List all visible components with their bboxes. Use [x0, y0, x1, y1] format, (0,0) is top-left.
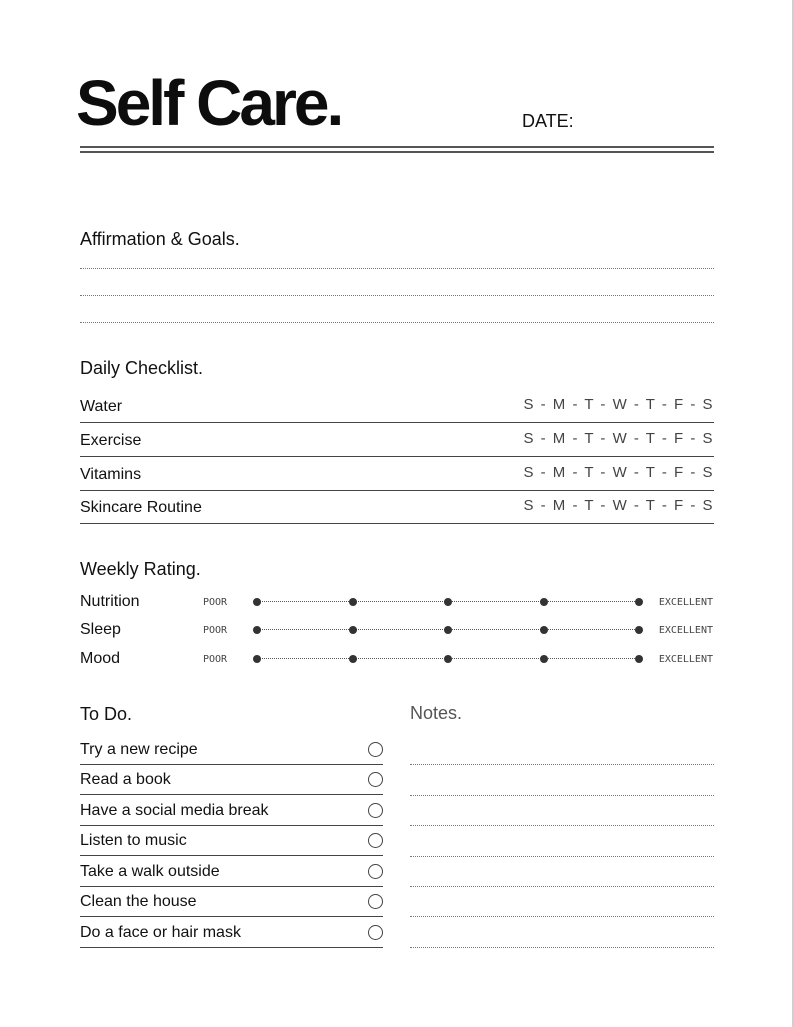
checklist-label: Water	[80, 398, 123, 415]
todo-checkbox[interactable]	[368, 803, 383, 818]
todo-item	[80, 825, 383, 856]
date-label: DATE:	[522, 111, 574, 131]
rating-label: Nutrition	[80, 593, 140, 610]
rating-heading: Weekly Rating.	[80, 559, 201, 579]
rating-dot[interactable]	[253, 626, 261, 634]
rating-dot[interactable]	[540, 655, 548, 663]
todo-label: Try a new recipe	[80, 741, 198, 758]
header-rule-bottom	[80, 151, 714, 153]
checklist-row[interactable]	[80, 389, 714, 423]
todo-checkbox[interactable]	[368, 894, 383, 909]
rating-row	[80, 593, 714, 613]
todo-checkbox[interactable]	[368, 925, 383, 940]
todo-label: Do a face or hair mask	[80, 924, 241, 941]
rating-dot[interactable]	[540, 598, 548, 606]
todo-heading: To Do.	[80, 704, 133, 724]
rating-dot[interactable]	[635, 626, 643, 634]
checklist-row[interactable]	[80, 423, 714, 457]
affirmation-line[interactable]	[80, 295, 714, 296]
todo-label: Listen to music	[80, 832, 187, 849]
rating-dot[interactable]	[540, 626, 548, 634]
todo-label: Take a walk outside	[80, 863, 220, 880]
header-rule-top	[80, 146, 714, 148]
checklist-label: Skincare Routine	[80, 499, 202, 516]
todo-item	[80, 795, 383, 826]
checklist-label: Exercise	[80, 432, 142, 449]
weekday-tracker[interactable]: S - M - T - W - T - F - S	[523, 430, 714, 447]
rating-label: Mood	[80, 650, 121, 667]
rating-dot[interactable]	[444, 626, 452, 634]
affirmation-heading: Affirmation & Goals.	[80, 229, 240, 249]
rating-dot[interactable]	[253, 655, 261, 663]
rating-dot[interactable]	[253, 598, 261, 606]
notes-line[interactable]	[410, 916, 714, 917]
rating-dot[interactable]	[444, 655, 452, 663]
rating-low-label: POOR	[203, 625, 228, 636]
notes-line[interactable]	[410, 825, 714, 826]
checklist-row[interactable]	[80, 457, 714, 491]
checklist-label: Vitamins	[80, 466, 142, 483]
notes-line[interactable]	[410, 947, 714, 948]
rating-dot[interactable]	[635, 598, 643, 606]
rating-high-label: EXCELLENT	[658, 625, 713, 636]
todo-checkbox[interactable]	[368, 742, 383, 757]
todo-item	[80, 886, 383, 917]
todo-checkbox[interactable]	[368, 772, 383, 787]
rating-dot[interactable]	[444, 598, 452, 606]
todo-item	[80, 734, 383, 765]
checklist-heading: Daily Checklist.	[80, 358, 204, 378]
rating-row	[80, 650, 714, 670]
todo-label: Clean the house	[80, 893, 197, 910]
todo-checkbox[interactable]	[368, 833, 383, 848]
rating-label: Sleep	[80, 621, 121, 638]
affirmation-line[interactable]	[80, 322, 714, 323]
weekday-tracker[interactable]: S - M - T - W - T - F - S	[523, 464, 714, 481]
affirmation-line[interactable]	[80, 268, 714, 269]
notes-line[interactable]	[410, 764, 714, 765]
weekday-tracker[interactable]: S - M - T - W - T - F - S	[523, 396, 714, 413]
rating-dot[interactable]	[349, 626, 357, 634]
rating-low-label: POOR	[203, 597, 228, 608]
rating-dot[interactable]	[635, 655, 643, 663]
rating-high-label: EXCELLENT	[658, 597, 713, 608]
todo-label: Read a book	[80, 771, 171, 788]
page-title: Self Care.	[76, 67, 342, 139]
todo-item	[80, 856, 383, 887]
todo-item	[80, 764, 383, 795]
notes-heading: Notes.	[410, 703, 463, 723]
notes-line[interactable]	[410, 795, 714, 796]
notes-line[interactable]	[410, 886, 714, 887]
todo-label: Have a social media break	[80, 802, 269, 819]
weekday-tracker[interactable]: S - M - T - W - T - F - S	[523, 497, 714, 514]
todo-checkbox[interactable]	[368, 864, 383, 879]
rating-row	[80, 621, 714, 641]
checklist-row[interactable]	[80, 490, 714, 524]
notes-line[interactable]	[410, 856, 714, 857]
todo-item	[80, 917, 383, 948]
rating-dot[interactable]	[349, 655, 357, 663]
rating-dot[interactable]	[349, 598, 357, 606]
rating-low-label: POOR	[203, 654, 228, 665]
rating-high-label: EXCELLENT	[658, 654, 713, 665]
